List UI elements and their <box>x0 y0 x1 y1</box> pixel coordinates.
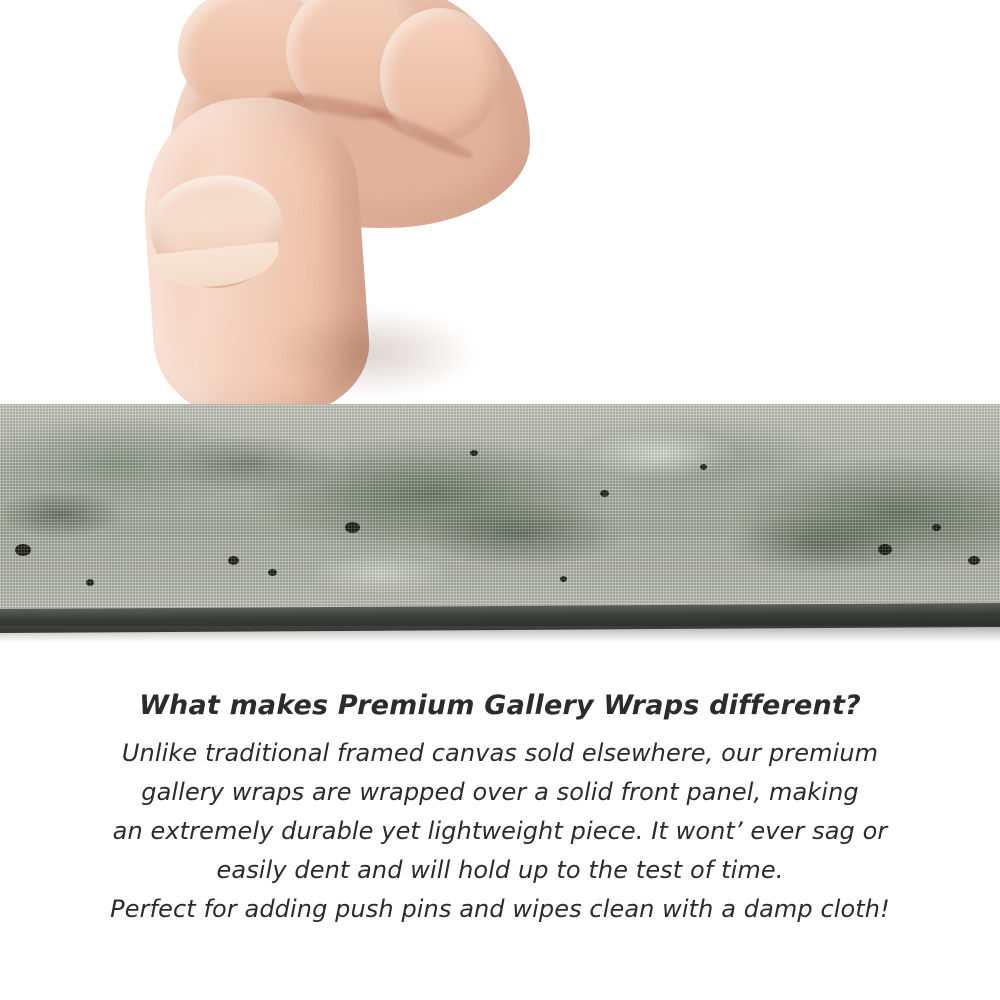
canvas-speck <box>15 544 31 556</box>
canvas-speck <box>968 556 980 565</box>
caption-line: Perfect for adding push pins and wipes clean with a damp cloth! <box>110 895 890 923</box>
canvas-speck <box>86 579 94 586</box>
canvas-speck <box>560 576 567 582</box>
canvas-texture-mottling <box>0 404 1000 619</box>
canvas-speck <box>932 524 941 531</box>
canvas-speck <box>700 464 707 470</box>
caption-line: gallery wraps are wrapped over a solid front panel, making <box>141 778 859 806</box>
canvas-wrap-surface <box>0 404 1000 619</box>
caption-line: easily dent and will hold up to the test of time. <box>216 856 784 884</box>
caption-line: Unlike traditional framed canvas sold elsewhere, our premium <box>121 739 879 767</box>
canvas-speck <box>268 569 277 576</box>
hand-illustration <box>118 0 558 418</box>
canvas-speck <box>470 450 478 456</box>
canvas-speck <box>345 522 360 533</box>
canvas-speck <box>878 544 892 555</box>
caption-line: an extremely durable yet lightweight piece. It wont’ ever sag or <box>112 817 888 845</box>
canvas-speck <box>600 490 609 497</box>
caption-heading: What makes Premium Gallery Wraps different? <box>139 690 861 721</box>
canvas-speck <box>228 556 239 565</box>
caption-block <box>0 690 1000 929</box>
drop-shadow <box>0 626 1000 642</box>
finger-shadow <box>268 308 478 398</box>
